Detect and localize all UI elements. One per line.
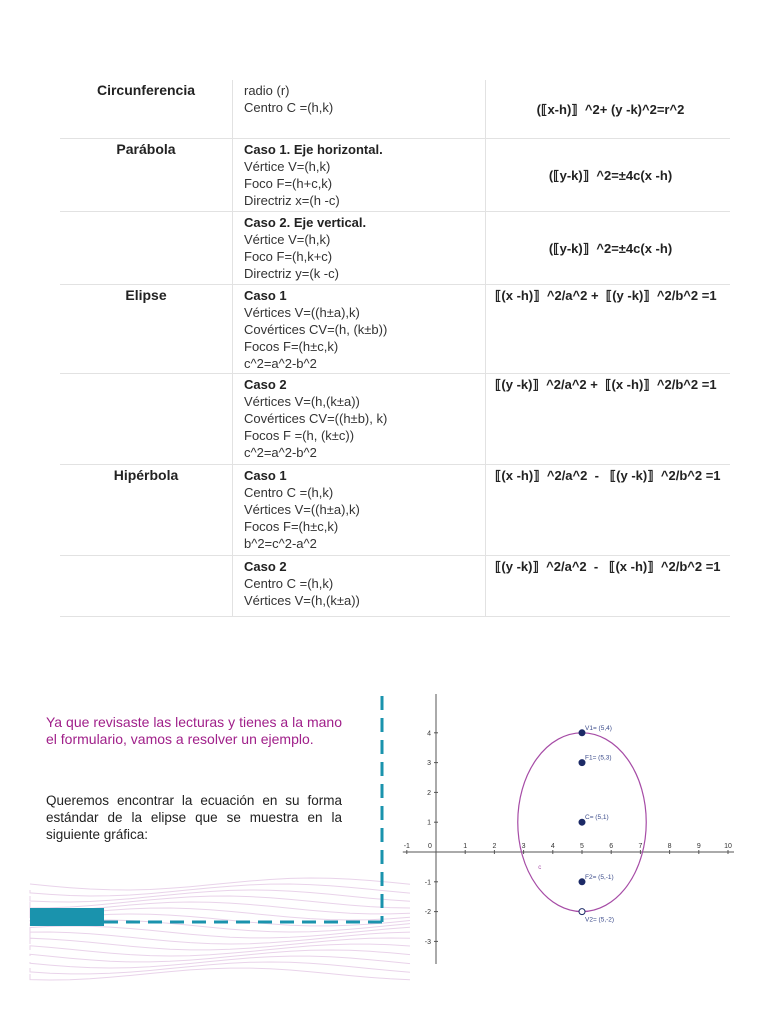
formula-cell [486,285,730,373]
x-tick-label: 5 [580,843,584,850]
element-line: Vértice V=(h,k) [244,159,331,174]
elements-cell [232,465,486,555]
element-line: Vértice V=(h,k) [244,232,331,247]
case-title: Caso 1 [244,288,287,303]
y-tick-label: 3 [427,760,431,768]
element-line: c^2=a^2-b^2 [244,356,317,371]
case-title: Caso 2 [244,559,287,574]
conic-name: Parábola [116,141,176,157]
elements-cell [232,556,486,616]
element-line: Centro C =(h,k) [244,100,334,115]
intro-text: Ya que revisaste las lecturas y tienes a la mano el formulario, vamos a resolver un ejemplo. [46,714,342,747]
standard-equation: ⟦(x -h)⟧ ^2/a^2 - ⟦(y -k)⟧ ^2/b^2 =1 [495,468,721,483]
formula-cell [486,80,730,138]
conic-name: Circunferencia [96,82,196,98]
y-tick-label: -2 [424,909,431,917]
case-title: Caso 1. Eje horizontal. [244,142,383,157]
point-label: F1= (5,3) [585,754,612,762]
y-tick-label: -3 [424,938,431,946]
table-row [60,139,730,212]
element-line: Focos F =(h, (k±c)) [244,428,355,443]
point-label: C= (5,1) [585,814,609,822]
element-line: Covértices CV=(h, (k±b)) [244,322,388,337]
standard-equation: ⟦(x -h)⟧ ^2/a^2 + ⟦(y -k)⟧ ^2/b^2 =1 [495,288,717,303]
case-title: Caso 1 [244,468,287,483]
elements-cell [232,139,486,211]
element-line: b^2=c^2-a^2 [244,536,317,551]
empty-cell [60,556,232,616]
elements-cell [232,285,486,373]
x-tick-label: 7 [638,843,643,850]
formula-cell [486,374,730,464]
x-tick-label: 10 [724,843,732,850]
element-line: Focos F=(h±c,k) [244,519,339,534]
element-line: Foco F=(h+c,k) [244,176,333,191]
element-line: Directriz y=(k -c) [244,266,339,281]
x-tick-label: 6 [609,843,614,850]
element-line: radio (r) [244,83,290,98]
point-label: V2= (5,-2) [585,916,615,924]
element-line: Centro C =(h,k) [244,485,334,500]
element-line: Focos F=(h±c,k) [244,339,339,354]
x-tick-label: 2 [492,843,497,850]
element-line: Directriz x=(h -c) [244,193,340,208]
conics-formula-table [60,80,730,608]
standard-equation: (⟦x-h)⟧ ^2+ (y -k)^2=r^2 [536,101,685,117]
point-label: V1= (5,4) [585,724,612,732]
element-line: Centro C =(h,k) [244,576,334,591]
x-tick-label: 3 [521,843,526,850]
x-tick-label: -1 [403,843,410,850]
example-card [30,694,410,968]
standard-equation: (⟦y-k)⟧ ^2=±4c(x -h) [548,167,673,183]
conic-name: Elipse [125,287,167,303]
table-row [60,285,730,374]
element-line: Vértices V=((h±a),k) [244,305,360,320]
problem-statement: Queremos encontrar la ecuación en su forma estándar de la elipse que se muestra en la siguiente gráfica: [46,793,342,842]
element-line: Vértices V=((h±a),k) [244,502,360,517]
y-tick-label: 4 [427,730,431,738]
element-line: Vértices V=(h,(k±a)) [244,593,360,608]
y-tick-label: -1 [424,879,431,887]
x-tick-label: 0 [428,843,432,850]
x-tick-label: 9 [696,843,701,850]
formula-cell [486,139,730,211]
y-tick-label: 2 [427,789,431,797]
standard-equation: ⟦(y -k)⟧ ^2/a^2 + ⟦(x -h)⟧ ^2/b^2 =1 [495,377,717,392]
table-row [60,80,730,139]
case-title: Caso 2. Eje vertical. [244,215,367,230]
element-line: Foco F=(h,k+c) [244,249,333,264]
formula-cell [486,465,730,555]
case-title: Caso 2 [244,377,287,392]
wave-line [30,878,410,890]
elements-cell [232,374,486,464]
ellipse-graph [404,690,748,966]
elements-cell [232,212,486,284]
conic-name: Hipérbola [113,467,179,483]
table-row [60,556,730,617]
elements-cell [232,80,486,138]
y-tick-label: 1 [427,819,431,827]
point [579,909,585,915]
table-row [60,374,730,465]
element-line: Vértices V=(h,(k±a)) [244,394,360,409]
standard-equation: ⟦(y -k)⟧ ^2/a^2 - ⟦(x -h)⟧ ^2/b^2 =1 [495,559,721,574]
point-label: F2= (5,-1) [585,873,614,881]
formula-cell [486,556,730,616]
table-row [60,212,730,285]
x-tick-label: 1 [463,843,468,850]
empty-cell [60,212,232,284]
standard-equation: (⟦y-k)⟧ ^2=±4c(x -h) [548,240,673,256]
element-line: Covértices CV=((h±b), k) [244,411,388,426]
empty-cell [60,374,232,464]
ellipse-label: c [538,864,542,871]
table-row [60,465,730,556]
x-tick-label: 4 [550,843,555,850]
accent-bar [30,908,104,926]
formula-cell [486,212,730,284]
wave-line [30,884,410,896]
x-tick-label: 8 [667,843,672,850]
element-line: c^2=a^2-b^2 [244,445,317,460]
